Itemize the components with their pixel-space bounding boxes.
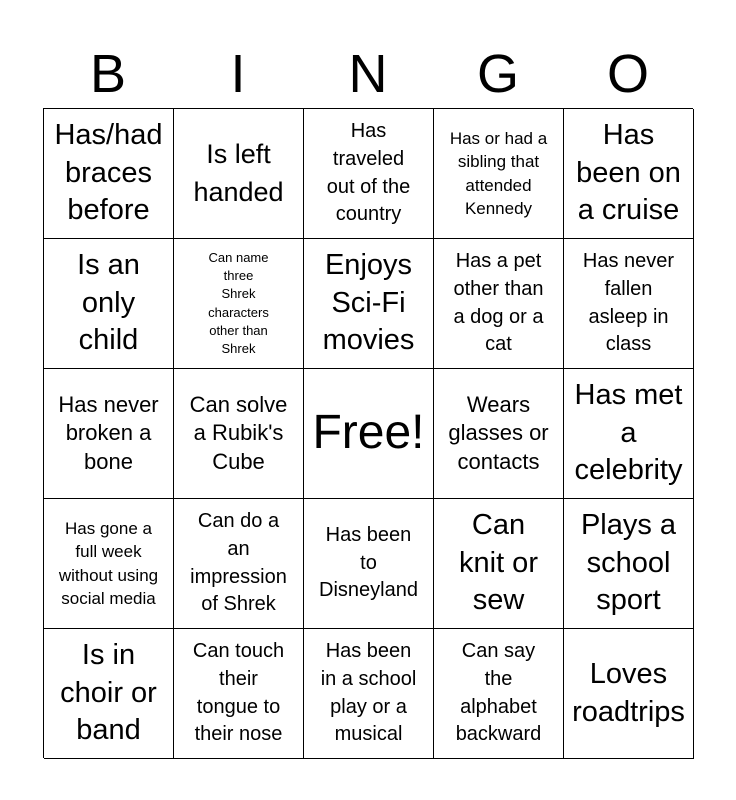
cell-text: Has gone a full week without using social media [58, 518, 159, 608]
bingo-cell[interactable] [564, 369, 694, 499]
bingo-grid [43, 108, 693, 758]
bingo-cell[interactable] [434, 369, 564, 499]
cell-text: Has been to Disneyland [319, 524, 418, 602]
cell-text: Has been in a school play or a musical [320, 640, 417, 746]
bingo-cell[interactable] [304, 499, 434, 629]
bingo-cell[interactable] [434, 499, 564, 629]
cell-text: Plays a school sport [580, 508, 677, 617]
bingo-cell[interactable] [44, 369, 174, 499]
header-letter-b: B [89, 44, 127, 104]
bingo-cell[interactable] [174, 239, 304, 369]
cell-text: Wears glasses or contacts [448, 392, 549, 474]
cell-text: Has been on a cruise [576, 118, 681, 227]
bingo-cell[interactable] [174, 369, 304, 499]
cell-text: Has/had braces before [54, 118, 163, 227]
cell-text: Enjoys Sci-Fi movies [322, 248, 415, 357]
cell-text: Is left handed [193, 138, 284, 207]
bingo-header [43, 40, 693, 108]
cell-text: Loves roadtrips [572, 657, 685, 728]
bingo-cell[interactable] [44, 239, 174, 369]
cell-text: Can touch their tongue to their nose [192, 640, 285, 746]
bingo-cell[interactable] [434, 629, 564, 759]
bingo-cell[interactable] [434, 239, 564, 369]
bingo-cell[interactable] [304, 239, 434, 369]
header-letter-n: N [348, 44, 388, 104]
cell-text: Can knit or sew [459, 508, 538, 617]
cell-text: Has met a celebrity [574, 378, 683, 487]
header-letter-o: O [606, 44, 649, 104]
cell-text: Is an only child [77, 248, 140, 357]
cell-text: Can do a an impression of Shrek [190, 510, 287, 616]
cell-text: Has never broken a bone [58, 392, 159, 474]
cell-text: Has traveled out of the country [326, 120, 411, 226]
bingo-cell[interactable] [564, 109, 694, 239]
bingo-cell[interactable] [174, 109, 304, 239]
header-letter-i: I [230, 44, 246, 104]
bingo-cell[interactable] [44, 629, 174, 759]
bingo-cell[interactable] [44, 109, 174, 239]
header-letter-g: G [476, 44, 519, 104]
bingo-cell[interactable] [304, 109, 434, 239]
cell-text: Has a pet other than a dog or a cat [453, 250, 544, 356]
free-space-cell[interactable] [304, 369, 434, 499]
bingo-cell[interactable] [564, 629, 694, 759]
cell-text: Can say the alphabet backward [455, 640, 542, 746]
bingo-cell[interactable] [304, 629, 434, 759]
bingo-cell[interactable] [174, 629, 304, 759]
cell-text: Has never fallen asleep in class [582, 250, 675, 356]
cell-text: Has or had a sibling that attended Kennedy [449, 128, 548, 218]
bingo-cell[interactable] [564, 499, 694, 629]
free-space-text: Free! [312, 406, 425, 460]
cell-text: Is in choir or band [60, 638, 157, 747]
bingo-cell[interactable] [564, 239, 694, 369]
bingo-cell[interactable] [434, 109, 564, 239]
bingo-cell[interactable] [44, 499, 174, 629]
cell-text: Can solve a Rubik's Cube [189, 392, 288, 474]
cell-text: Can name three Shrek characters other than Shrek [208, 249, 269, 356]
bingo-cell[interactable] [174, 499, 304, 629]
